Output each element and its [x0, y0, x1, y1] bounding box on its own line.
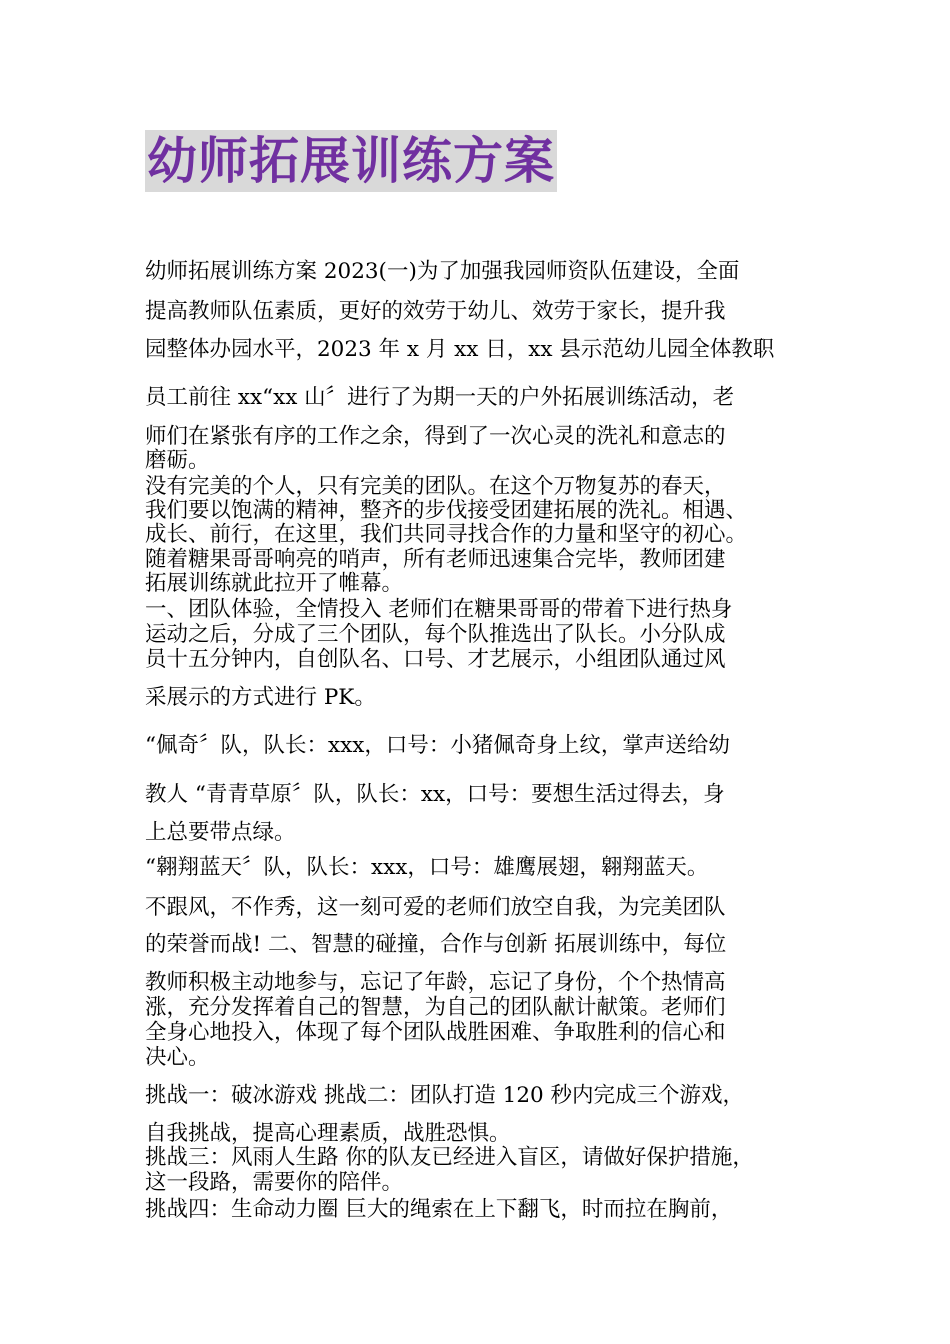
body-line: 成长、前行，在这里，我们共同寻找合作的力量和坚守的初心。 [145, 522, 748, 547]
body-line: 全身心地投入，体现了每个团队战胜困难、争取胜利的信心和 [145, 1020, 726, 1045]
body-line: 挑战四：生命动力圈 巨大的绳索在上下翻飞，时而拉在胸前， [145, 1197, 733, 1222]
body-line: 没有完美的个人，只有完美的团队。在这个万物复苏的春天， [145, 474, 726, 499]
body-line: 员十五分钟内，自创队名、口号、才艺展示，小组团队通过风 [145, 647, 726, 672]
body-line: 师们在紧张有序的工作之余，得到了一次心灵的洗礼和意志的 [145, 424, 726, 449]
body-line: 我们要以饱满的精神，整齐的步伐接受团建拓展的洗礼。相遇、 [145, 498, 748, 523]
body-line: 挑战一：破冰游戏 挑战二：团队打造 120 秒内完成三个游戏， [145, 1083, 745, 1108]
body-line: 的荣誉而战! 二、智慧的碰撞，合作与创新 拓展训练中，每位 [145, 932, 727, 957]
body-line: 一、团队体验，全情投入 老师们在糖果哥哥的带着下进行热身 [145, 597, 733, 622]
title-highlight [145, 130, 557, 192]
body-line: “翱翔蓝天〞队，队长：xxx，口号：雄鹰展翅，翱翔蓝天。 [145, 855, 709, 880]
body-line: 拓展训练就此拉开了帷幕。 [145, 571, 404, 596]
body-line: 决心。 [145, 1045, 210, 1070]
body-line: 教师积极主动地参与，忘记了年龄，忘记了身份，个个热情高 [145, 970, 726, 995]
body-line: 员工前往 xx“xx 山〞进行了为期一天的户外拓展训练活动，老 [145, 385, 735, 410]
body-line: 幼师拓展训练方案 2023(一)为了加强我园师资队伍建设，全面 [145, 259, 740, 284]
body-line: 教人 “青青草原〞队，队长：xx，口号：要想生活过得去，身 [145, 782, 725, 807]
body-line: 这一段路，需要你的陪伴。 [145, 1170, 404, 1195]
body-line: 园整体办园水平，2023 年 x 月 xx 日，xx 县示范幼儿园全体教职 [145, 337, 775, 362]
body-line: 涨，充分发挥着自己的智慧，为自己的团队献计献策。老师们 [145, 995, 726, 1020]
body-line: 自我挑战，提高心理素质，战胜恐惧。 [145, 1121, 511, 1146]
body-line: 上总要带点绿。 [145, 820, 296, 845]
body-line: 采展示的方式进行 PK。 [145, 685, 376, 710]
body-line: 不跟风，不作秀，这一刻可爱的老师们放空自我，为完美团队 [145, 895, 726, 920]
body-line: 磨砺。 [145, 448, 210, 473]
body-line: 挑战三：风雨人生路 你的队友已经进入盲区，请做好保护措施， [145, 1145, 754, 1170]
body-line: “佩奇〞队，队长：xxx，口号：小猪佩奇身上纹，掌声送给幼 [145, 733, 730, 758]
body-line: 提高教师队伍素质，更好的效劳于幼儿、效劳于家长，提升我 [145, 299, 726, 324]
document-title: 幼师拓展训练方案 [147, 132, 555, 190]
body-line: 随着糖果哥哥响亮的哨声，所有老师迅速集合完毕，教师团建 [145, 547, 726, 572]
body-line: 运动之后，分成了三个团队，每个队推选出了队长。小分队成 [145, 622, 726, 647]
